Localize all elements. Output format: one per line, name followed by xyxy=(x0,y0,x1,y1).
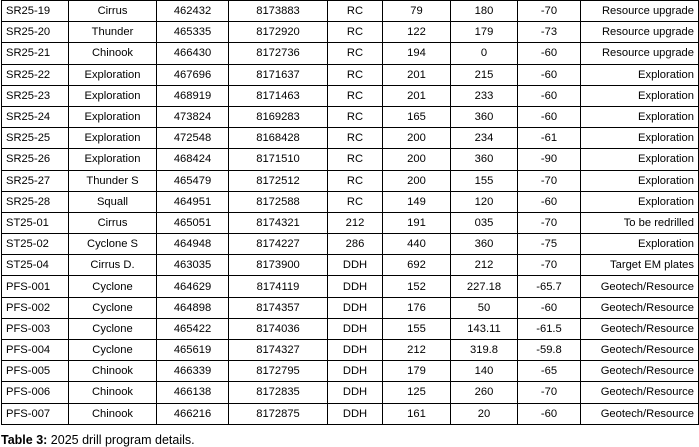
table-cell: -90 xyxy=(518,149,581,170)
table-row xyxy=(2,191,699,212)
table-cell: 180 xyxy=(451,1,518,22)
table-cell: -65 xyxy=(518,361,581,382)
table-cell: 464629 xyxy=(157,276,229,297)
table-cell: SR25-25 xyxy=(2,128,69,149)
table-cell: PFS-006 xyxy=(2,382,69,403)
table-cell: DDH xyxy=(328,403,383,424)
table-cell: -70 xyxy=(518,255,581,276)
table-cell: RC xyxy=(328,22,383,43)
table-cell: DDH xyxy=(328,318,383,339)
table-cell: 200 xyxy=(383,149,451,170)
table-cell: Resource upgrade xyxy=(581,1,699,22)
table-cell: PFS-001 xyxy=(2,276,69,297)
table-body xyxy=(2,1,699,425)
table-cell: 8174321 xyxy=(229,212,328,233)
table-cell: 8171510 xyxy=(229,149,328,170)
table-cell: Chinook xyxy=(69,382,157,403)
table-row xyxy=(2,22,699,43)
table-row xyxy=(2,340,699,361)
table-cell: Geotech/Resource xyxy=(581,297,699,318)
table-cell: -59.8 xyxy=(518,340,581,361)
table-cell: 120 xyxy=(451,191,518,212)
table-cell: Exploration xyxy=(581,64,699,85)
table-cell: ST25-01 xyxy=(2,212,69,233)
table-cell: 360 xyxy=(451,106,518,127)
table-cell: 472548 xyxy=(157,128,229,149)
table-cell: Exploration xyxy=(69,64,157,85)
table-cell: 360 xyxy=(451,234,518,255)
table-cell: Exploration xyxy=(581,149,699,170)
table-cell: 125 xyxy=(383,382,451,403)
table-cell: Geotech/Resource xyxy=(581,361,699,382)
table-cell: 155 xyxy=(383,318,451,339)
table-row xyxy=(2,106,699,127)
caption-label: Table 3: xyxy=(1,432,48,447)
table-cell: 8172795 xyxy=(229,361,328,382)
table-cell: 79 xyxy=(383,1,451,22)
table-cell: 191 xyxy=(383,212,451,233)
table-cell: 179 xyxy=(451,22,518,43)
table-cell: SR25-23 xyxy=(2,85,69,106)
table-cell: -70 xyxy=(518,1,581,22)
table-cell: ST25-02 xyxy=(2,234,69,255)
table-cell: 8173900 xyxy=(229,255,328,276)
table-cell: To be redrilled xyxy=(581,212,699,233)
table-row xyxy=(2,234,699,255)
table-cell: SR25-26 xyxy=(2,149,69,170)
table-cell: SR25-21 xyxy=(2,43,69,64)
table-cell: 467696 xyxy=(157,64,229,85)
table-cell: 8172835 xyxy=(229,382,328,403)
table-cell: Cirrus xyxy=(69,1,157,22)
table-cell: 233 xyxy=(451,85,518,106)
caption-text: 2025 drill program details. xyxy=(47,432,195,447)
table-cell: Target EM plates xyxy=(581,255,699,276)
table-cell: 465619 xyxy=(157,340,229,361)
table-cell: RC xyxy=(328,1,383,22)
table-cell: 8174357 xyxy=(229,297,328,318)
table-row xyxy=(2,170,699,191)
table-cell: DDH xyxy=(328,340,383,361)
table-cell: 140 xyxy=(451,361,518,382)
table-cell: 122 xyxy=(383,22,451,43)
table-cell: Thunder S xyxy=(69,170,157,191)
table-cell: 194 xyxy=(383,43,451,64)
table-cell: SR25-27 xyxy=(2,170,69,191)
table-cell: Geotech/Resource xyxy=(581,382,699,403)
table-cell: 8172512 xyxy=(229,170,328,191)
table-cell: -61 xyxy=(518,128,581,149)
table-cell: RC xyxy=(328,149,383,170)
table-cell: DDH xyxy=(328,382,383,403)
table-cell: 227.18 xyxy=(451,276,518,297)
table-cell: Geotech/Resource xyxy=(581,340,699,361)
table-cell: PFS-004 xyxy=(2,340,69,361)
table-cell: 360 xyxy=(451,149,518,170)
table-cell: SR25-20 xyxy=(2,22,69,43)
table-cell: -70 xyxy=(518,170,581,191)
table-cell: -65.7 xyxy=(518,276,581,297)
table-cell: Exploration xyxy=(581,106,699,127)
table-cell: -60 xyxy=(518,64,581,85)
table-cell: 8172588 xyxy=(229,191,328,212)
table-cell: 165 xyxy=(383,106,451,127)
table-cell: Geotech/Resource xyxy=(581,276,699,297)
table-cell: SR25-28 xyxy=(2,191,69,212)
table-cell: 201 xyxy=(383,64,451,85)
table-cell: Exploration xyxy=(581,85,699,106)
table-cell: 8174119 xyxy=(229,276,328,297)
table-cell: Exploration xyxy=(69,149,157,170)
table-cell: Chinook xyxy=(69,361,157,382)
table-row xyxy=(2,297,699,318)
table-cell: 8173883 xyxy=(229,1,328,22)
table-cell: 212 xyxy=(328,212,383,233)
table-cell: 8171463 xyxy=(229,85,328,106)
table-cell: 260 xyxy=(451,382,518,403)
table-cell: 215 xyxy=(451,64,518,85)
table-cell: 465051 xyxy=(157,212,229,233)
table-cell: Cirrus D. xyxy=(69,255,157,276)
table-cell: PFS-007 xyxy=(2,403,69,424)
table-cell: RC xyxy=(328,170,383,191)
table-cell: 234 xyxy=(451,128,518,149)
table-cell: Thunder xyxy=(69,22,157,43)
table-cell: 465479 xyxy=(157,170,229,191)
table-cell: 464948 xyxy=(157,234,229,255)
table-cell: 200 xyxy=(383,128,451,149)
table-cell: 176 xyxy=(383,297,451,318)
table-cell: 466430 xyxy=(157,43,229,64)
table-cell: -60 xyxy=(518,85,581,106)
table-cell: Chinook xyxy=(69,43,157,64)
table-cell: 20 xyxy=(451,403,518,424)
table-cell: 035 xyxy=(451,212,518,233)
table-cell: DDH xyxy=(328,255,383,276)
table-row xyxy=(2,128,699,149)
table-cell: -70 xyxy=(518,212,581,233)
table-cell: 692 xyxy=(383,255,451,276)
table-cell: 152 xyxy=(383,276,451,297)
table-cell: DDH xyxy=(328,276,383,297)
table-cell: 8174227 xyxy=(229,234,328,255)
table-cell: -60 xyxy=(518,106,581,127)
table-cell: RC xyxy=(328,128,383,149)
table-cell: -61.5 xyxy=(518,318,581,339)
table-cell: 212 xyxy=(383,340,451,361)
table-cell: Exploration xyxy=(581,191,699,212)
table-cell: 161 xyxy=(383,403,451,424)
table-cell: 143.11 xyxy=(451,318,518,339)
table-cell: Cyclone xyxy=(69,340,157,361)
table-cell: DDH xyxy=(328,297,383,318)
table-cell: Exploration xyxy=(69,128,157,149)
table-cell: 462432 xyxy=(157,1,229,22)
table-row xyxy=(2,43,699,64)
table-cell: 464898 xyxy=(157,297,229,318)
table-row xyxy=(2,149,699,170)
table-cell: 466216 xyxy=(157,403,229,424)
table-cell: -73 xyxy=(518,22,581,43)
table-cell: Exploration xyxy=(69,85,157,106)
table-cell: Cyclone xyxy=(69,318,157,339)
table-cell: 8172875 xyxy=(229,403,328,424)
table-cell: 319.8 xyxy=(451,340,518,361)
table-cell: RC xyxy=(328,85,383,106)
table-row xyxy=(2,382,699,403)
table-cell: 50 xyxy=(451,297,518,318)
table-cell: Chinook xyxy=(69,403,157,424)
table-cell: 212 xyxy=(451,255,518,276)
table-cell: 465335 xyxy=(157,22,229,43)
table-cell: 0 xyxy=(451,43,518,64)
table-cell: Exploration xyxy=(581,170,699,191)
table-cell: 473824 xyxy=(157,106,229,127)
table-cell: -60 xyxy=(518,403,581,424)
table-row xyxy=(2,1,699,22)
table-cell: 8172920 xyxy=(229,22,328,43)
table-cell: ST25-04 xyxy=(2,255,69,276)
table-cell: Resource upgrade xyxy=(581,43,699,64)
table-cell: 440 xyxy=(383,234,451,255)
table-cell: RC xyxy=(328,64,383,85)
table-cell: Cyclone xyxy=(69,276,157,297)
table-cell: 8169283 xyxy=(229,106,328,127)
table-cell: -60 xyxy=(518,297,581,318)
table-cell: 8172736 xyxy=(229,43,328,64)
table-cell: SR25-19 xyxy=(2,1,69,22)
table-cell: RC xyxy=(328,106,383,127)
table-cell: 464951 xyxy=(157,191,229,212)
table-row xyxy=(2,276,699,297)
table-cell: 8171637 xyxy=(229,64,328,85)
table-row xyxy=(2,255,699,276)
table-cell: PFS-005 xyxy=(2,361,69,382)
table-row xyxy=(2,212,699,233)
table-cell: Cirrus xyxy=(69,212,157,233)
table-cell: 8174036 xyxy=(229,318,328,339)
table-cell: 466339 xyxy=(157,361,229,382)
table-caption xyxy=(1,433,600,447)
table-cell: 8168428 xyxy=(229,128,328,149)
table-cell: 8174327 xyxy=(229,340,328,361)
table-cell: 179 xyxy=(383,361,451,382)
table-row xyxy=(2,361,699,382)
table-cell: 201 xyxy=(383,85,451,106)
table-cell: Resource upgrade xyxy=(581,22,699,43)
table-cell: -70 xyxy=(518,382,581,403)
table-cell: 149 xyxy=(383,191,451,212)
table-row xyxy=(2,85,699,106)
table-cell: 155 xyxy=(451,170,518,191)
table-cell: Squall xyxy=(69,191,157,212)
table-row xyxy=(2,64,699,85)
table-cell: DDH xyxy=(328,361,383,382)
table-cell: -75 xyxy=(518,234,581,255)
table-cell: -60 xyxy=(518,43,581,64)
table-cell: Geotech/Resource xyxy=(581,318,699,339)
table-cell: 468424 xyxy=(157,149,229,170)
table-cell: -60 xyxy=(518,191,581,212)
table-cell: SR25-22 xyxy=(2,64,69,85)
table-cell: 463035 xyxy=(157,255,229,276)
table-cell: Exploration xyxy=(69,106,157,127)
drill-program-table xyxy=(1,0,699,425)
table-cell: SR25-24 xyxy=(2,106,69,127)
table-cell: RC xyxy=(328,191,383,212)
table-cell: Exploration xyxy=(581,128,699,149)
table-cell: 466138 xyxy=(157,382,229,403)
table-cell: 468919 xyxy=(157,85,229,106)
table-cell: Geotech/Resource xyxy=(581,403,699,424)
table-cell: RC xyxy=(328,43,383,64)
table-row xyxy=(2,318,699,339)
table-cell: 286 xyxy=(328,234,383,255)
table-cell: PFS-003 xyxy=(2,318,69,339)
table-cell: Cyclone xyxy=(69,297,157,318)
table-cell: 465422 xyxy=(157,318,229,339)
table-cell: Exploration xyxy=(581,234,699,255)
table-row xyxy=(2,403,699,424)
table-cell: Cyclone S xyxy=(69,234,157,255)
table-cell: PFS-002 xyxy=(2,297,69,318)
table-cell: 200 xyxy=(383,170,451,191)
